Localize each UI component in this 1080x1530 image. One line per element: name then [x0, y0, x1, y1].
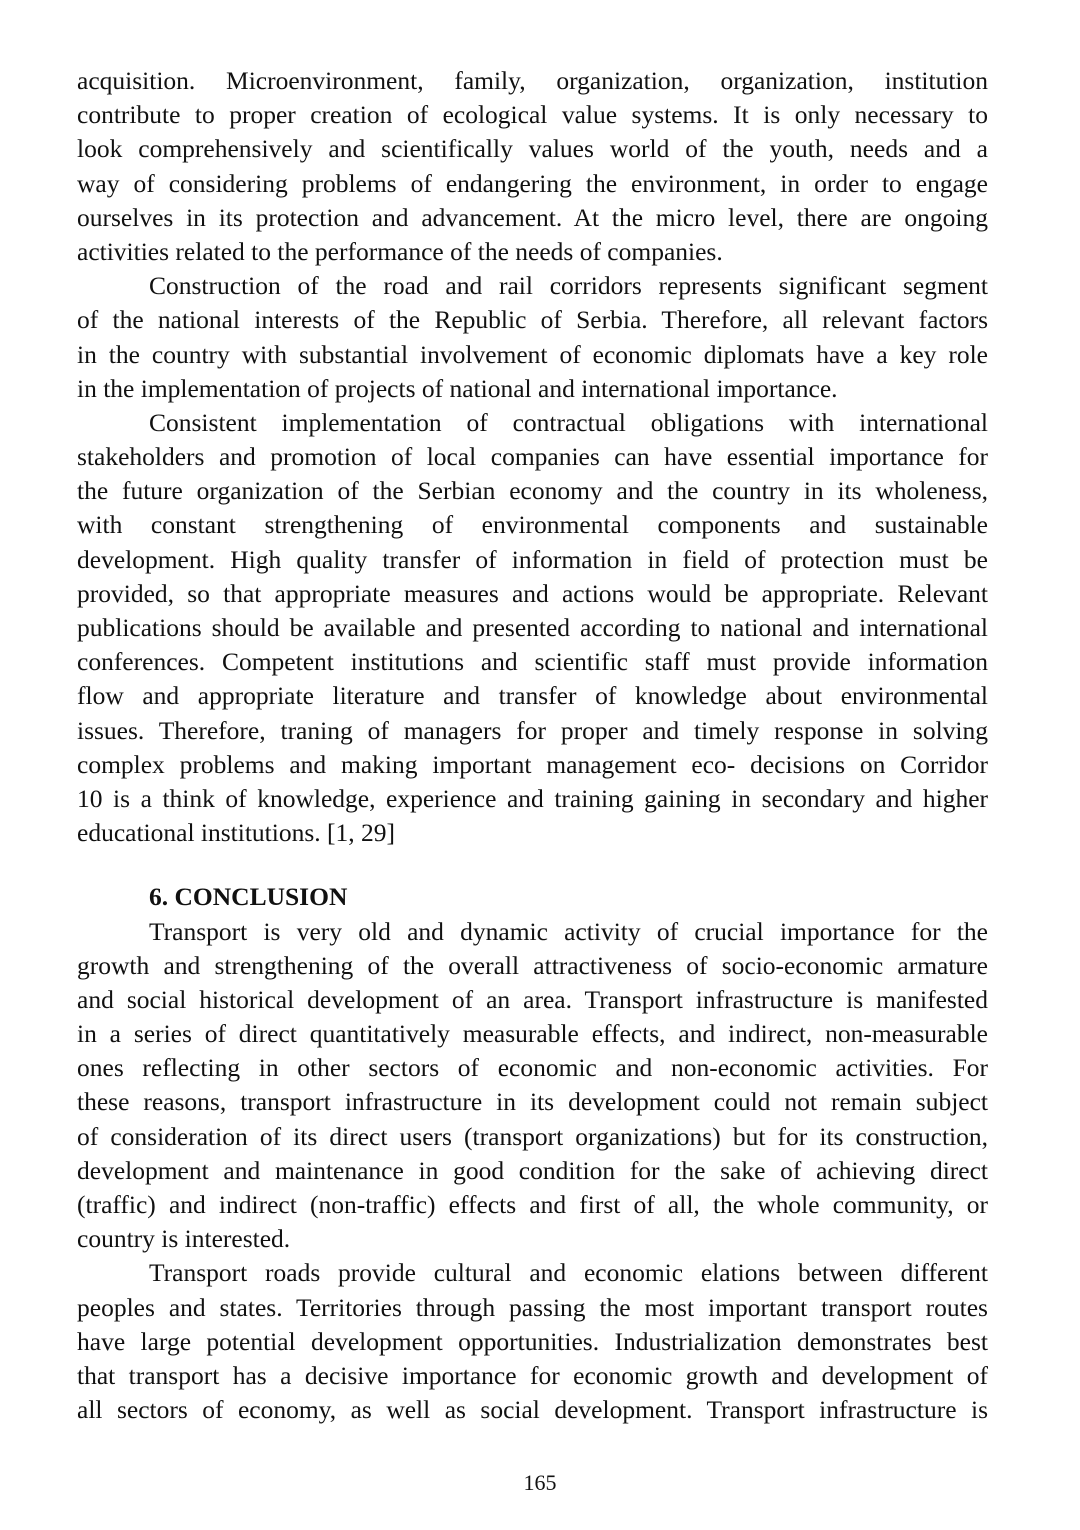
text-line: growth and strengthening of the overall attractiveness of socio-economic armature	[77, 950, 988, 980]
text-line: flow and appropriate literature and transfer of knowledge about environmental	[77, 681, 988, 711]
text-line: stakeholders and promotion of local companies can have essential importance for	[77, 442, 988, 472]
text-line: conferences. Competent institutions and scientific staff must provide information	[77, 647, 988, 677]
text-line: country is interested.	[77, 1224, 291, 1254]
text-line: 10 is a think of knowledge, experience and training gaining in secondary and higher	[77, 783, 988, 813]
paragraph	[77, 1256, 988, 1427]
text-line: ones reflecting in other sectors of economic and non-economic activities. For	[77, 1053, 988, 1083]
section-heading: 6. CONCLUSION	[149, 882, 348, 912]
text-line: these reasons, transport infrastructure in its development could not remain subject	[77, 1087, 988, 1117]
text-line: of the national interests of the Republic of Serbia. Therefore, all relevant factors	[77, 305, 988, 335]
text-line: in the country with substantial involvement of economic diplomats have a key role	[77, 339, 988, 369]
paragraph	[77, 64, 988, 269]
text-line: Consistent implementation of contractual obligations with international	[149, 407, 988, 437]
text-line: ourselves in its protection and advancement. At the micro level, there are ongoing	[77, 202, 988, 232]
text-line: complex problems and making important management eco- decisions on Corridor	[77, 749, 988, 779]
text-line: the future organization of the Serbian economy and the country in its wholeness,	[77, 476, 988, 506]
text-line: (traffic) and indirect (non-traffic) effects and first of all, the whole community, or	[77, 1190, 988, 1219]
text-line: in a series of direct quantitatively measurable effects, and indirect, non-measurable	[77, 1019, 988, 1049]
text-line: Construction of the road and rail corridors represents significant segment	[149, 271, 988, 301]
text-line: look comprehensively and scientifically values world of the youth, needs and a	[77, 134, 988, 164]
text-line: development. High quality transfer of information in field of protection must be	[77, 544, 988, 574]
text-line: provided, so that appropriate measures and actions would be appropriate. Relevant	[77, 578, 988, 608]
text-line: and social historical development of an area. Transport infrastructure is manifested	[77, 984, 988, 1014]
text-line: peoples and states. Territories through passing the most important transport routes	[77, 1292, 988, 1322]
text-line: Transport is very old and dynamic activity of crucial importance for the	[149, 916, 988, 946]
text-line: have large potential development opportunities. Industrialization demonstrates best	[77, 1326, 988, 1356]
paragraph	[77, 915, 988, 1257]
text-line: activities related to the performance of the needs of companies.	[77, 236, 723, 266]
text-line: acquisition. Microenvironment, family, organization, organization, institution	[77, 66, 988, 95]
text-line: all sectors of economy, as well as social development. Transport infrastructure is	[77, 1395, 988, 1425]
text-line: contribute to proper creation of ecological value systems. It is only necessary to	[77, 100, 988, 130]
paragraph	[77, 269, 988, 406]
text-line: issues. Therefore, traning of managers for proper and timely response in solving	[77, 715, 988, 745]
text-line: publications should be available and presented according to national and international	[77, 613, 988, 642]
text-line: with constant strengthening of environmental components and sustainable	[77, 510, 988, 540]
paragraph	[77, 406, 988, 850]
text-line: Transport roads provide cultural and economic elations between different	[149, 1258, 988, 1288]
text-line: development and maintenance in good condition for the sake of achieving direct	[77, 1155, 988, 1185]
text-line: in the implementation of projects of national and international importance.	[77, 373, 838, 403]
text-line: that transport has a decisive importance for economic growth and development of	[77, 1360, 988, 1390]
text-line: way of considering problems of endangering the environment, in order to engage	[77, 168, 988, 198]
text-line: educational institutions. [1, 29]	[77, 818, 395, 848]
text-line: of consideration of its direct users (transport organizations) but for its construction,	[77, 1121, 988, 1151]
page-body	[77, 64, 988, 1427]
page-number: 165	[523, 1470, 557, 1495]
